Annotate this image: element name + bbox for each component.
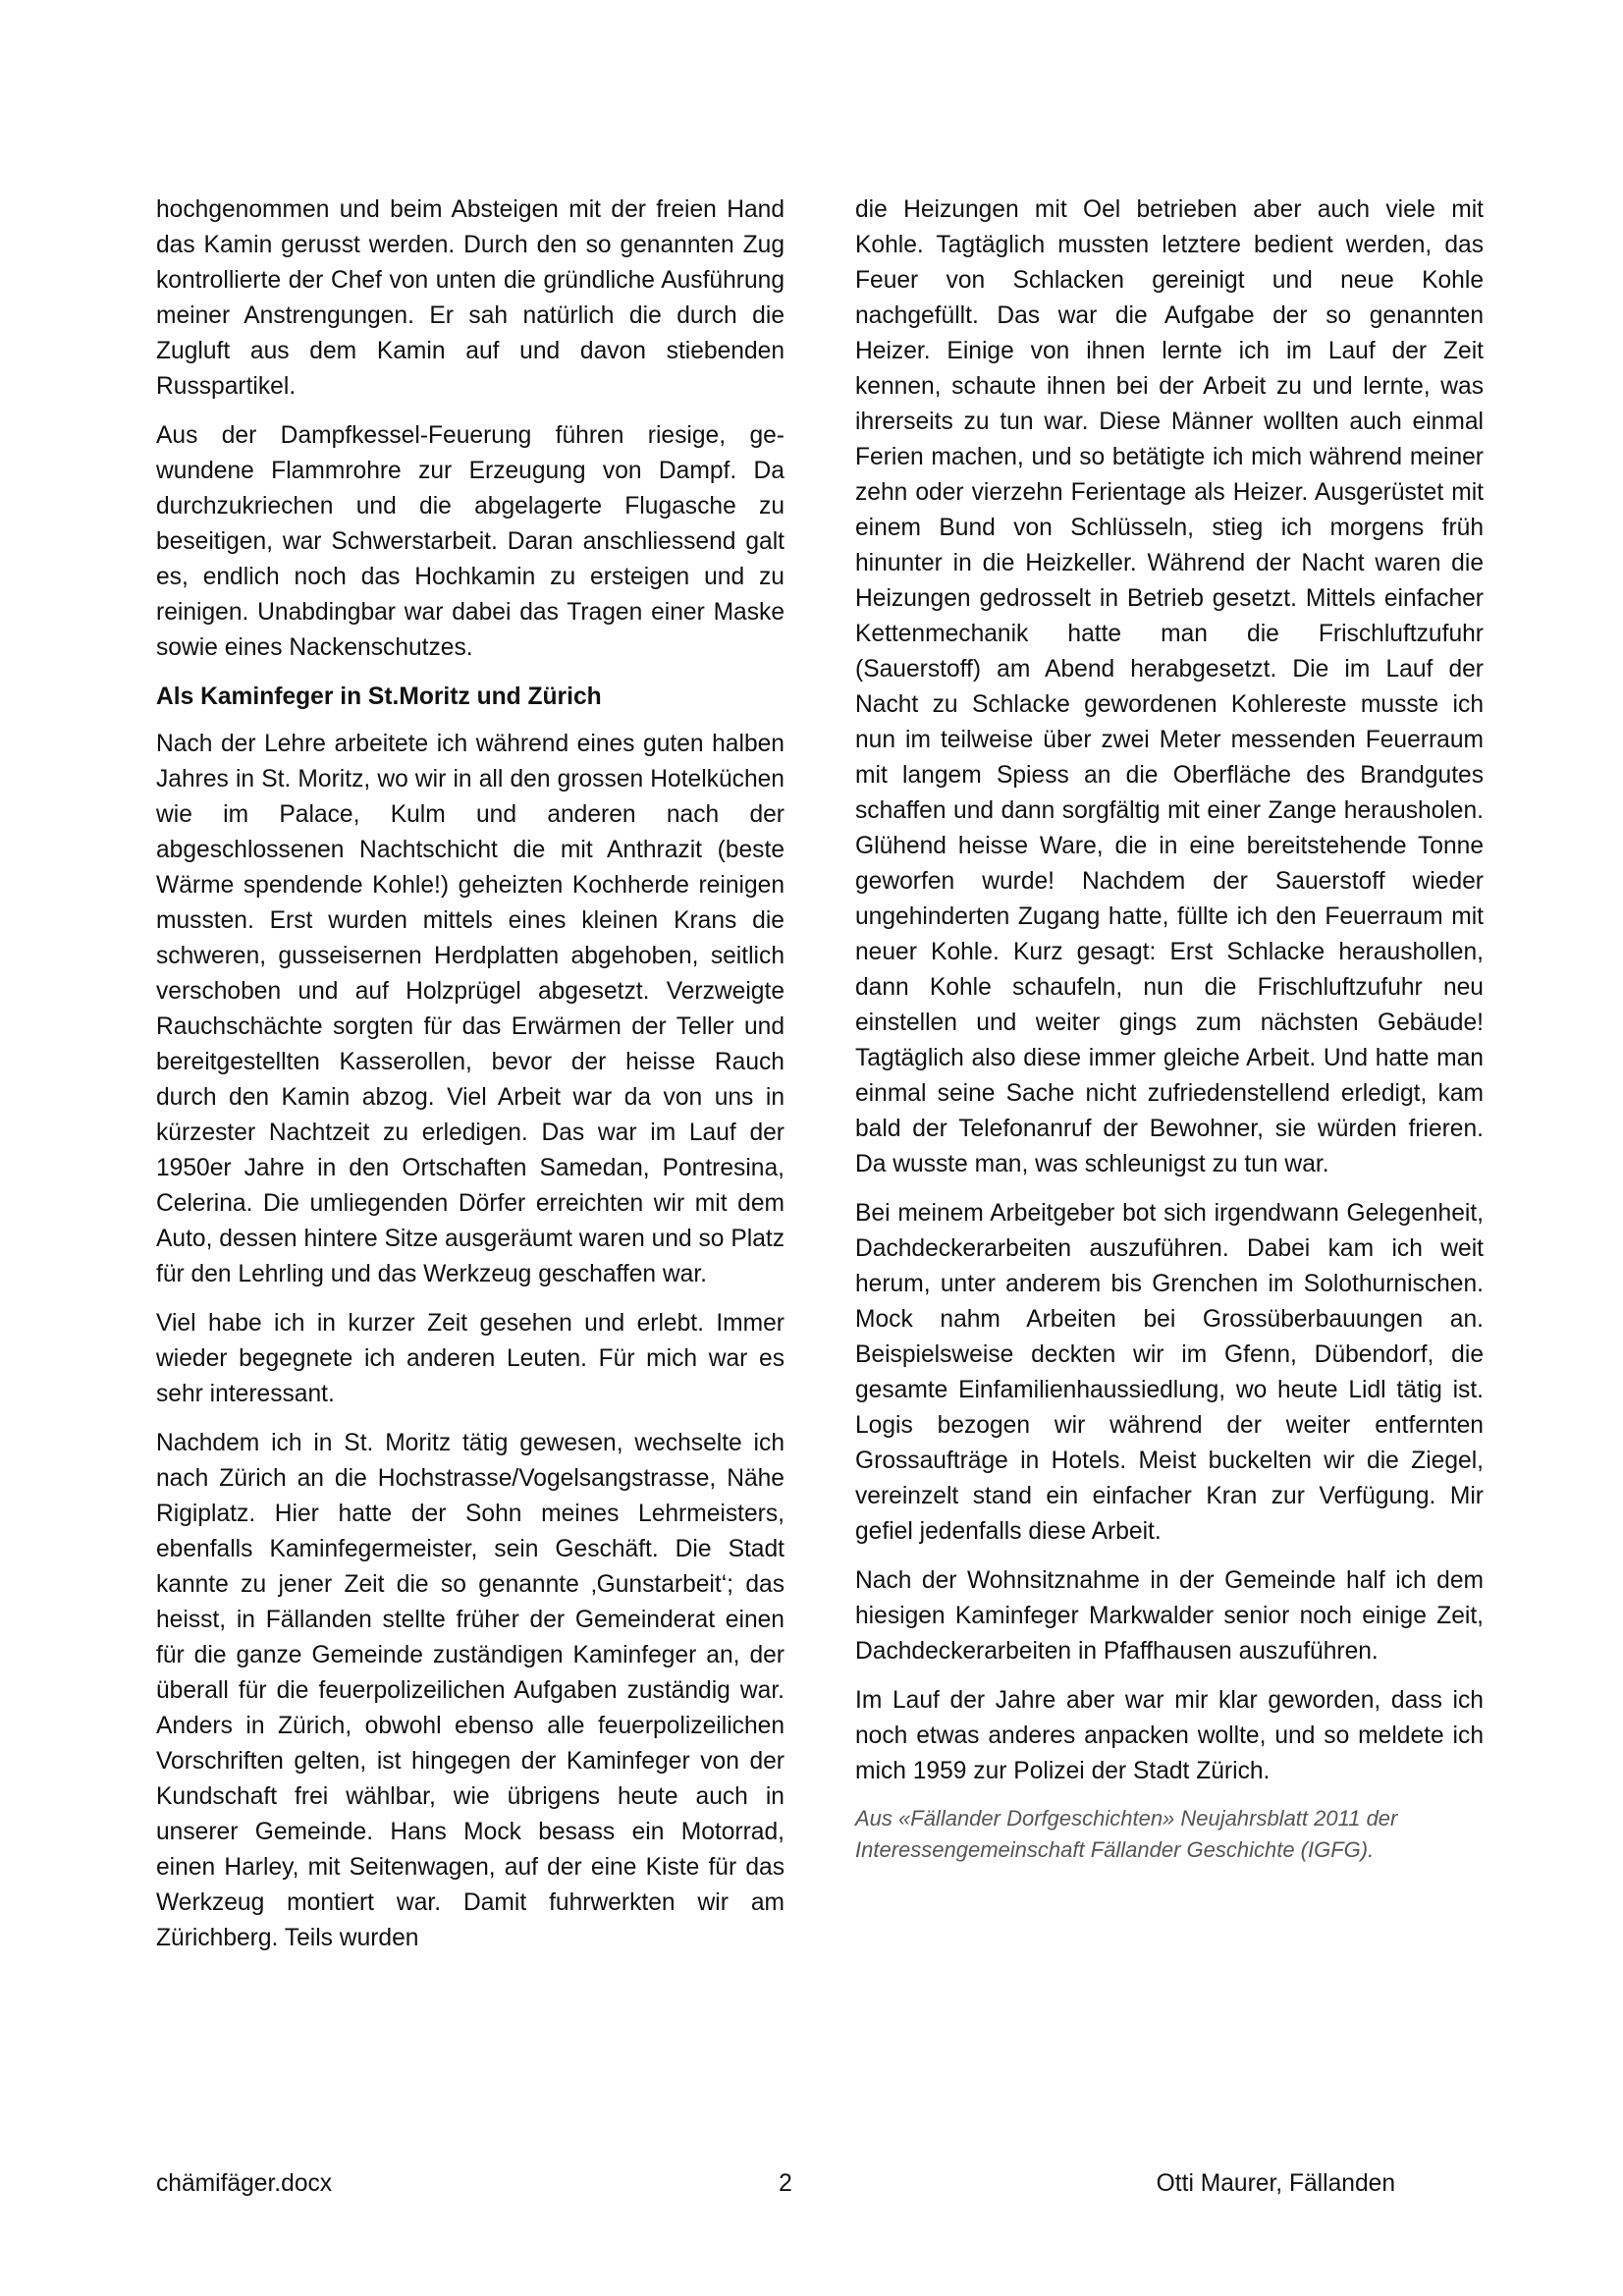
paragraph: die Heizungen mit Oel betrieben aber auch viele mit Kohle. Tagtäglich mussten letztere bedient werden, das Feuer von Schlacken gereinigt und neue Kohle nachgefüllt. Das war die Aufgabe der so genannten Heizer. Einige von ihnen lernte ich im Lauf der Zeit kennen, schaute ihnen bei der Arbeit zu und lernte, was ihrerseits zu tun war. Diese Männer wollten auch einmal Ferien machen, und so betätigte ich mich während meiner zehn oder vierzehn Ferientage als Heizer. Ausgerüstet mit einem Bund von Schlüsseln, stieg ich morgens früh hinunter in die Heizkeller. Während der Nacht waren die Heizungen gedrosselt in Betrieb gesetzt. Mittels einfacher Kettenmechanik hatte man die Frischluftzufuhr (Sauerstoff) am Abend herabgesetzt. Die im Lauf der Nacht zu Schlacke gewordenen Kohlereste musste ich nun im teilweise über zwei Meter messenden Feuerraum mit langem Spiess an die Oberfläche des Brandgutes schaffen und dann sorgfältig mit einer Zange herausholen. Glühend heisse Ware, die in eine bereitstehende Tonne geworfen wurde! Nachdem der Sauerstoff wieder ungehinderten Zugang hatte, füllte ich den Feuerraum mit neuer Kohle. Kurz gesagt: Erst Schlacke heraushollen, dann Kohle schaufeln, nun die Frischluftzufuhr neu einstellen und weiter gings zum nächsten Gebäude! Tagtäglich also diese immer gleiche Arbeit. Und hatte man einmal seine Sache nicht zufriedenstellend erledigt, kam bald der Telefonanruf der Bewohner, sie würden frieren. Da wusste man, was schleunigst zu tun war.: [855, 196, 1484, 1177]
paragraph: hochgenommen und beim Absteigen mit der freien Hand das Kamin gerusst werden. Durch den so genannten Zug kontrollierte der Chef von unten die gründliche Ausführung meiner Anstrengungen. Er sah natürlich die durch die Zugluft aus dem Kamin auf und davon stiebenden Russpartikel.: [156, 196, 784, 400]
left-column: [156, 192, 784, 1970]
right-column: [855, 192, 1484, 1880]
paragraph: Nachdem ich in St. Moritz tätig gewesen, wechselte ich nach Zürich an die Hochstrasse/Vogelsangstrasse, Nähe Rigiplatz. Hier hatte der Sohn meines Lehrmeisters, ebenfalls Kaminfegermeister, sein Geschäft. Die Stadt kannte zu jener Zeit die so genannte ‚Gunstarbeit‘; das heisst, in Fällanden stellte früher der Gemeinderat einen für die ganze Gemeinde zuständigen Kaminfeger an, der überall für die feuerpolizeilichen Aufgaben zuständig war. Anders in Zürich, obwohl ebenso alle feuerpolizeilichen Vorschriften gelten, ist hingegen der Kaminfeger von der Kundschaft frei wählbar, wie übrigens heute auch in unserer Gemeinde. Hans Mock besass ein Motorrad, einen Harley, mit Seitenwagen, auf der eine Kiste für das Werkzeug montiert war. Damit fuhrwerkten wir am Zürichberg. Teils wurden: [156, 1430, 784, 1951]
paragraph: Im Lauf der Jahre aber war mir klar geworden, dass ich noch etwas anderes anpacken wollte, und so meldete ich mich 1959 zur Polizei der Stadt Zürich.: [855, 1687, 1484, 1784]
paragraph: Nach der Lehre arbeitete ich während eines guten halben Jahres in St. Moritz, wo wir in all den grossen Hotelküchen wie im Palace, Kulm und anderen nach der abgeschlossenen Nachtschicht die mit Anthrazit (beste Wärme spendende Kohle!) geheizten Kochherde reinigen mussten. Erst wurden mittels eines kleinen Krans die schweren, gusseisernen Herdplatten abgehoben, seitlich verschoben und auf Holzprügel abgesetzt. Verzweigte Rauchschächte sorgten für das Erwärmen der Teller und bereitgestellten Kasserollen, bevor der heisse Rauch durch den Kamin abzog. Viel Arbeit war da von uns in kürzester Nachtzeit zu erledigen. Das war im Lauf der 1950er Jahre in den Ortschaften Samedan, Pontresina, Celerina. Die umliegenden Dörfer erreichten wir mit dem Auto, dessen hintere Sitze ausgeräumt waren und so Platz für den Lehrling und das Werkzeug geschaffen war.: [156, 731, 784, 1287]
section-heading: Als Kaminfeger in St.Moritz und Zürich: [156, 683, 602, 710]
footer-author: Otti Maurer, Fällanden: [1156, 2170, 1395, 2197]
paragraph: Nach der Wohnsitznahme in der Gemeinde half ich dem hiesigen Kaminfeger Markwalder senior noch einige Zeit, Dachdeckerarbeiten in Pfaffhausen auszuführen.: [855, 1567, 1484, 1665]
paragraph: Bei meinem Arbeitgeber bot sich irgendwann Gelegenheit, Dachdeckerarbeiten auszuführen. Dabei kam ich weit herum, unter anderem bis Grenchen im Solothurnischen. Mock nahm Arbeiten bei Grossüberbauungen an. Beispielsweise deckten wir im Gfenn, Dübendorf, die gesamte Einfamilienhaussiedlung, wo heute Lidl tätig ist. Logis bezogen wir während der weiter entfernten Grossaufträge in Hotels. Meist buckelten wir die Ziegel, vereinzelt stand ein einfacher Kran zur Verfügung. Mir gefiel jedenfalls diese Arbeit.: [855, 1200, 1484, 1545]
footer-page-number: 2: [779, 2170, 792, 2197]
paragraph: Aus der Dampfkessel-Feuerung führen riesige, gewundene Flammrohre zur Erzeugung von Dampf. Da durchzukriechen und die abgelagerte Flugasche zu beseitigen, war Schwerstarbeit. Daran anschliessend galt es, endlich noch das Hochkamin zu ersteigen und zu reinigen. Unabdingbar war dabei das Tragen einer Maske sowie eines Nackenschutzes.: [156, 422, 784, 661]
source-note: Aus «Fällander Dorfgeschichten» Neujahrsblatt 2011 der Interessengemeinschaft Fällander Geschichte (IGFG).: [855, 1806, 1398, 1862]
footer-filename: chämifäger.docx: [156, 2170, 333, 2197]
paragraph: Viel habe ich in kurzer Zeit gesehen und erlebt. Immer wieder begegnete ich anderen Leuten. Für mich war es sehr interessant.: [156, 1310, 784, 1407]
